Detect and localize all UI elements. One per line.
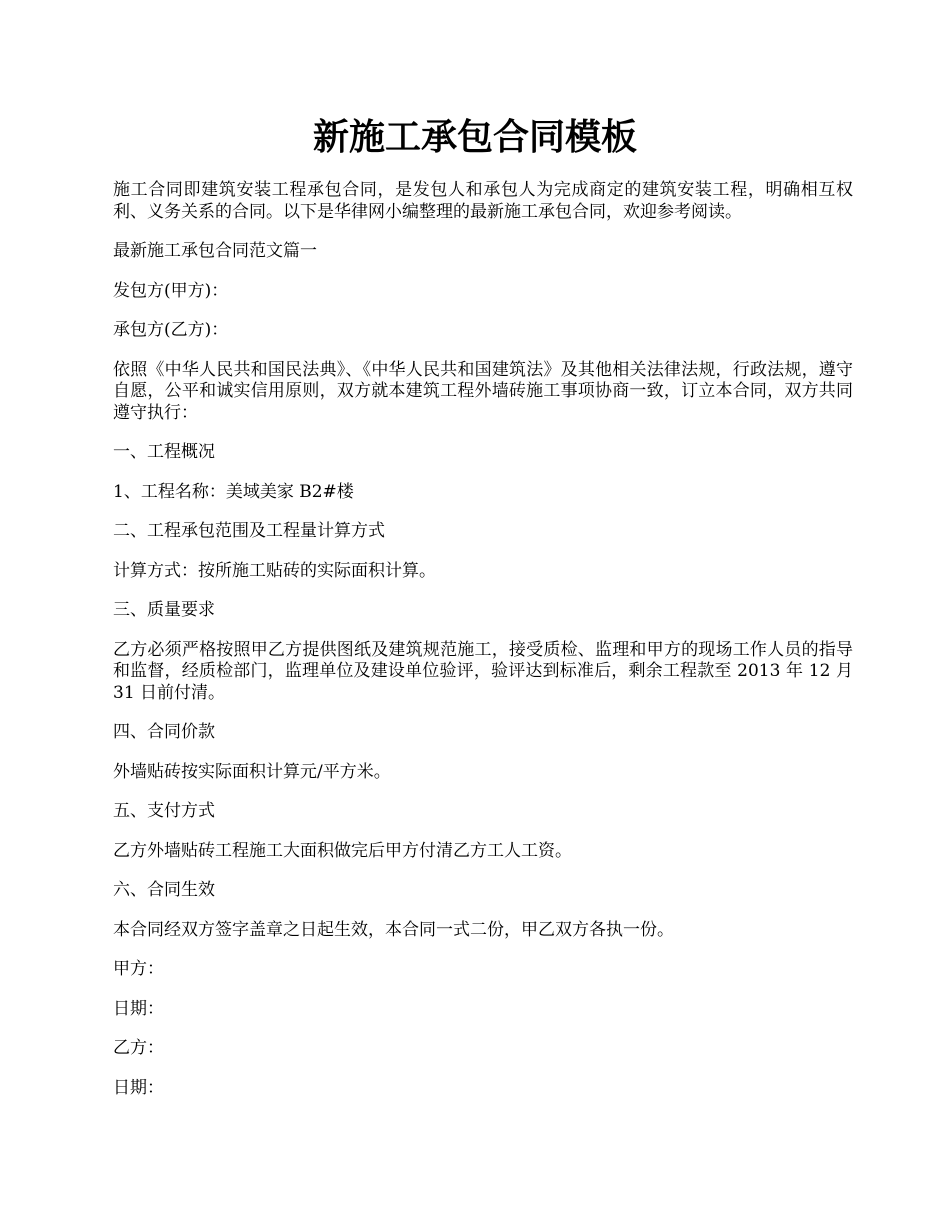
clause-heading: 六、合同生效 [113, 880, 215, 900]
price-line: 外墙贴砖按实际面积计算元/平方米。 [113, 761, 391, 782]
clause-heading: 一、工程概况 [113, 442, 215, 462]
project-name-line: 1、工程名称：美域美家 B2#楼 [113, 481, 354, 502]
intro-paragraph: 施工合同即建筑安装工程承包合同，是发包人和承包人为完成商定的建筑安装工程，明确相互权利、义务关系的合同。以下是华律网小编整理的最新施工承包合同，欢迎参考阅读。 [113, 180, 853, 222]
effectiveness-line: 本合同经双方签字盖章之日起生效，本合同一式二份，甲乙双方各执一份。 [113, 919, 674, 940]
section-heading: 最新施工承包合同范文篇一 [113, 241, 317, 261]
payment-line: 乙方外墙贴砖工程施工大面积做完后甲方付清乙方工人工资。 [113, 840, 572, 861]
party-a-line: 发包方(甲方)： [113, 280, 229, 301]
document-title: 新施工承包合同模板 [312, 116, 637, 158]
signature-party-a: 甲方： [113, 959, 164, 979]
signature-date-b: 日期： [113, 1077, 164, 1098]
clause-heading: 五、支付方式 [113, 801, 215, 821]
clause-heading: 二、工程承包范围及工程量计算方式 [113, 521, 385, 541]
calculation-method-line: 计算方式：按所施工贴砖的实际面积计算。 [113, 560, 436, 581]
signature-party-b: 乙方： [113, 1038, 164, 1058]
clause-heading: 三、质量要求 [113, 600, 215, 620]
party-b-line: 承包方(乙方)： [113, 320, 229, 340]
document-body [113, 180, 853, 1117]
legal-basis-paragraph: 依照《中华人民共和国民法典》、《中华人民共和国建筑法》及其他相关法律法规，行政法规，遵守自愿，公平和诚实信用原则，双方就本建筑工程外墙砖施工事项协商一致，订立本合同，双方共同遵守执行： [113, 359, 853, 423]
signature-date-a: 日期： [113, 998, 164, 1019]
clause-heading: 四、合同价款 [113, 722, 215, 742]
quality-requirement-paragraph: 乙方必须严格按照甲乙方提供图纸及建筑规范施工，接受质检、监理和甲方的现场工作人员的指导和监督，经质检部门，监理单位及建设单位验评，验评达到标准后，剩余工程款至 2013 年 12 月 31 日前付清。 [113, 639, 853, 703]
